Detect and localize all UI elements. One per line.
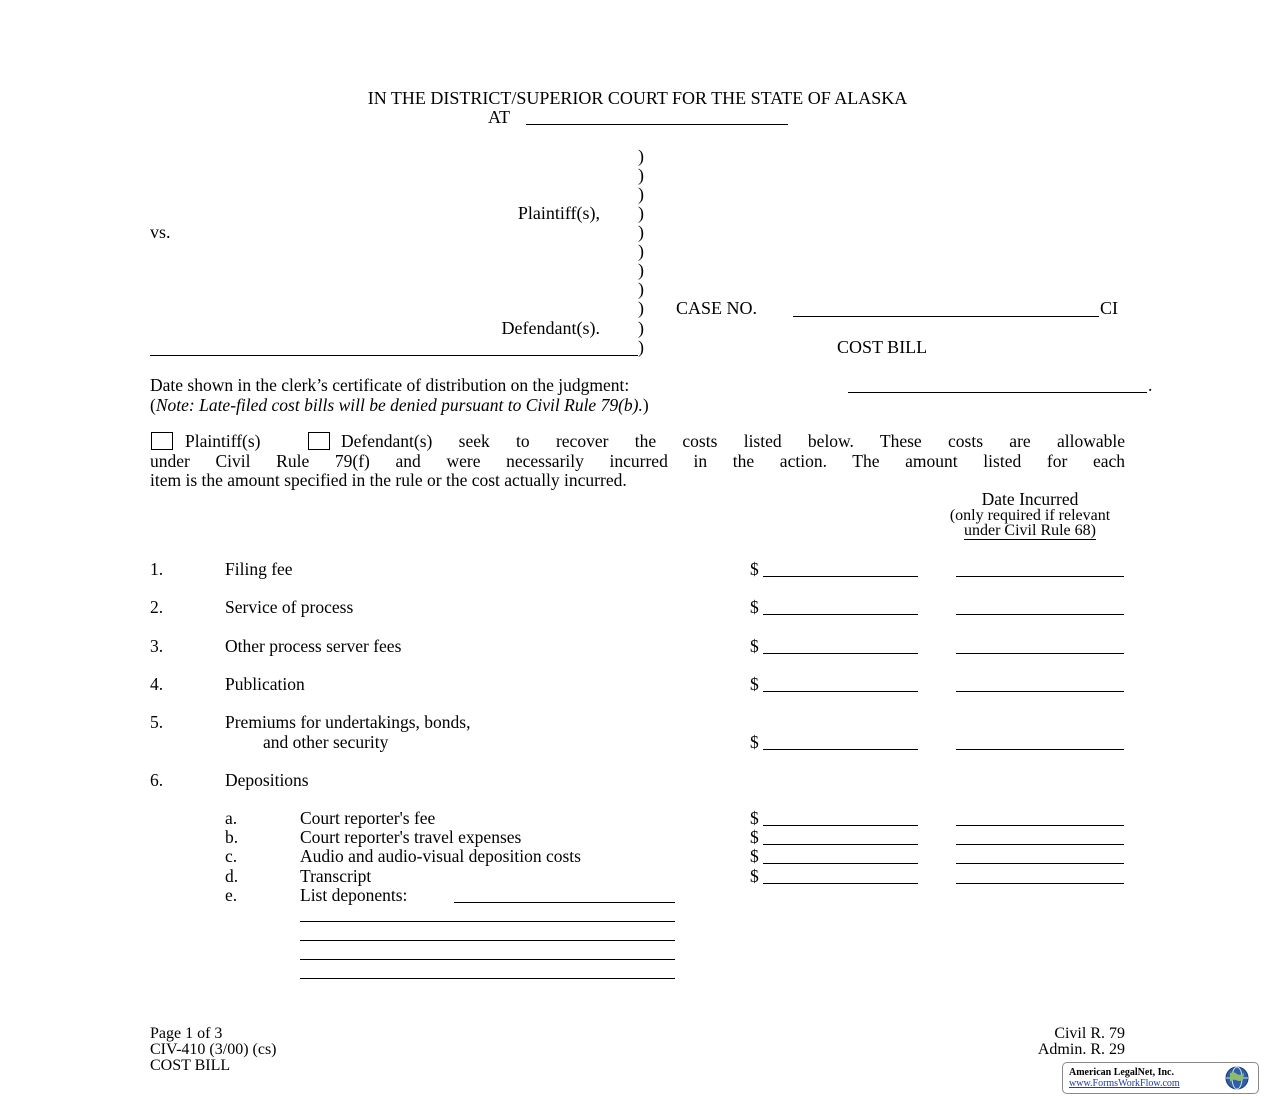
item-label: Depositions xyxy=(225,770,309,790)
note-text: Note: Late-filed cost bills will be denied pursuant to Civil Rule 79(b). xyxy=(155,395,643,415)
amount-line[interactable] xyxy=(763,844,918,845)
subitem-label: List deponents: xyxy=(300,885,408,905)
distribution-date-line[interactable] xyxy=(848,392,1147,393)
defendant-label: Defendant(s). xyxy=(501,318,600,338)
date-incurred-line[interactable] xyxy=(956,863,1124,864)
item-number: 1. xyxy=(150,559,164,579)
subitem-letter: d. xyxy=(225,866,239,886)
subitem-letter: c. xyxy=(225,846,238,866)
paren: ) xyxy=(638,279,644,299)
globe-icon xyxy=(1220,1065,1254,1091)
paren: ) xyxy=(638,298,644,318)
parties-text-line3: item is the amount specified in the rule or the cost actually incurred. xyxy=(150,470,627,490)
plaintiff-checkbox[interactable] xyxy=(151,432,173,450)
case-number-line[interactable] xyxy=(793,316,1099,317)
date-incurred-line[interactable] xyxy=(956,614,1124,615)
date-incurred-line[interactable] xyxy=(956,653,1124,654)
date-incurred-rule: under Civil Rule 68) xyxy=(964,522,1096,539)
date-incurred-line[interactable] xyxy=(956,576,1124,577)
dollar-sign: $ xyxy=(750,636,759,656)
paren: ) xyxy=(638,260,644,280)
subitem-label: Court reporter's fee xyxy=(300,808,436,828)
deponent-line[interactable] xyxy=(300,959,675,960)
subitem-label: Court reporter's travel expenses xyxy=(300,827,522,847)
case-no-label: CASE NO. xyxy=(676,298,758,318)
item-label: Publication xyxy=(225,674,305,694)
date-incurred-note: (only required if relevant xyxy=(949,507,1111,524)
subitem-letter: a. xyxy=(225,808,238,828)
amount-line[interactable] xyxy=(763,863,918,864)
dollar-sign: $ xyxy=(750,827,759,847)
plaintiff-checkbox-label: Plaintiff(s) xyxy=(185,431,261,451)
court-title: IN THE DISTRICT/SUPERIOR COURT FOR THE STATE OF ALASKA xyxy=(367,88,908,108)
deponent-line[interactable] xyxy=(300,921,675,922)
period: . xyxy=(1148,375,1153,395)
subitem-label: Audio and audio-visual deposition costs xyxy=(300,846,581,866)
defendant-checkbox[interactable] xyxy=(308,432,330,450)
note-close: ) xyxy=(642,395,649,415)
date-incurred-line[interactable] xyxy=(956,825,1124,826)
paren: ) xyxy=(638,318,644,338)
amount-line[interactable] xyxy=(763,825,918,826)
case-suffix: CI xyxy=(1100,298,1118,318)
logo-url[interactable]: www.FormsWorkFlow.com xyxy=(1069,1078,1180,1089)
dollar-sign: $ xyxy=(750,866,759,886)
item-number: 3. xyxy=(150,636,164,656)
form-title-footer: COST BILL xyxy=(150,1057,231,1074)
item-number: 2. xyxy=(150,597,164,617)
document-title: COST BILL xyxy=(837,337,928,357)
deponent-line[interactable] xyxy=(300,978,675,979)
at-label: AT xyxy=(488,107,510,127)
paren: ) xyxy=(638,222,644,242)
amount-line[interactable] xyxy=(763,614,918,615)
paren: ) xyxy=(638,146,644,166)
deponent-line[interactable] xyxy=(454,902,675,903)
date-incurred-title: Date Incurred xyxy=(981,489,1079,509)
dollar-sign: $ xyxy=(750,674,759,694)
dollar-sign: $ xyxy=(750,732,759,752)
american-legalnet-logo[interactable] xyxy=(1062,1062,1259,1094)
plaintiff-label: Plaintiff(s), xyxy=(517,203,600,223)
item-label: Service of process xyxy=(225,597,354,617)
logo-name: American LegalNet, Inc. xyxy=(1069,1067,1174,1078)
date-incurred-line[interactable] xyxy=(956,691,1124,692)
dollar-sign: $ xyxy=(750,597,759,617)
amount-line[interactable] xyxy=(763,749,918,750)
date-incurred-line[interactable] xyxy=(956,844,1124,845)
item-number: 6. xyxy=(150,770,164,790)
caption-bottom-line xyxy=(150,355,638,356)
subitem-letter: e. xyxy=(225,885,238,905)
item-label-continued: and other security xyxy=(263,732,389,752)
amount-line[interactable] xyxy=(763,576,918,577)
form-number: CIV-410 (3/00) (cs) xyxy=(150,1041,277,1058)
dollar-sign: $ xyxy=(750,808,759,828)
paren: ) xyxy=(638,184,644,204)
subitem-label: Transcript xyxy=(300,866,372,886)
subitem-letter: b. xyxy=(225,827,239,847)
amount-line[interactable] xyxy=(763,883,918,884)
parties-text-line2: under Civil Rule 79(f) and were necessarily incurred in the action. The amount listed for each xyxy=(150,451,1125,471)
at-location-line[interactable] xyxy=(526,124,788,125)
admin-rule: Admin. R. 29 xyxy=(1037,1041,1125,1058)
defendant-checkbox-label: Defendant(s) seek to recover the costs listed below. These costs are allowable xyxy=(341,431,1125,451)
paren: ) xyxy=(638,203,644,223)
page-number: Page 1 of 3 xyxy=(150,1025,223,1042)
amount-line[interactable] xyxy=(763,691,918,692)
dollar-sign: $ xyxy=(750,559,759,579)
item-label: Filing fee xyxy=(225,559,293,579)
deponent-line[interactable] xyxy=(300,940,675,941)
item-number: 4. xyxy=(150,674,164,694)
note-open: ( xyxy=(150,395,156,415)
item-number: 5. xyxy=(150,712,164,732)
item-label: Premiums for undertakings, bonds, xyxy=(225,712,471,732)
late-filed-note xyxy=(150,395,649,415)
date-incurred-line[interactable] xyxy=(956,749,1124,750)
civil-rule: Civil R. 79 xyxy=(1054,1025,1125,1042)
item-label: Other process server fees xyxy=(225,636,402,656)
amount-line[interactable] xyxy=(763,653,918,654)
distribution-date-label: Date shown in the clerk’s certificate of distribution on the judgment: xyxy=(150,375,630,395)
paren: ) xyxy=(638,241,644,261)
vs-label: vs. xyxy=(150,222,171,242)
date-incurred-line[interactable] xyxy=(956,883,1124,884)
paren: ) xyxy=(638,337,644,357)
paren: ) xyxy=(638,165,644,185)
dollar-sign: $ xyxy=(750,846,759,866)
